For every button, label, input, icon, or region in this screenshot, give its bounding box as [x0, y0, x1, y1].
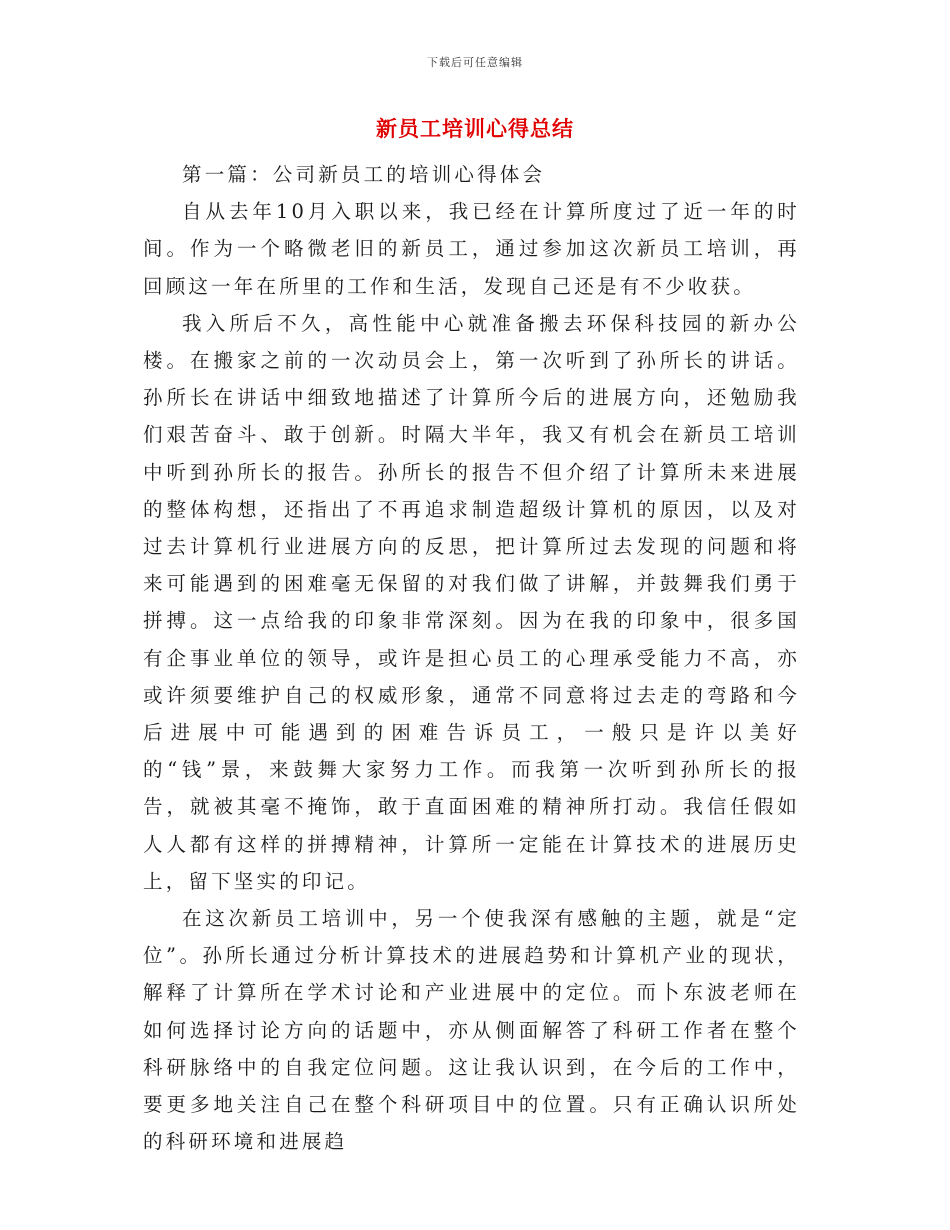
body-paragraph: 自从去年10月入职以来，我已经在计算所度过了近一年的时间。作为一个略微老旧的新员工，通过参加这次新员工培训，再回顾这一年在所里的工作和生活，发现自己还是有不少收获。 [143, 200, 800, 298]
document-body [143, 156, 800, 1160]
section-heading: 第一篇：公司新员工的培训心得体会 [182, 163, 546, 186]
body-paragraph: 在这次新员工培训中，另一个使我深有感触的主题，就是“定位”。孙所长通过分析计算技术的进展趋势和计算机产业的现状，解释了计算所在学术讨论和产业进展中的定位。而卜东波老师在如何选择讨论方向的话题中，亦从侧面解答了科研工作者在整个科研脉络中的自我定位问题。这让我认识到，在今后的工作中，要更多地关注自己在整个科研项目中的位置。只有正确认识所处的科研环境和进展趋 [143, 907, 800, 1154]
page-header: 下载后可任意编辑 [427, 56, 523, 69]
document-title: 新员工培训心得总结 [376, 116, 574, 141]
body-paragraph: 我入所后不久，高性能中心就准备搬去环保科技园的新办公楼。在搬家之前的一次动员会上，第一次听到了孙所长的讲话。孙所长在讲话中细致地描述了计算所今后的进展方向，还勉励我们艰苦奋斗、敢于创新。时隔大半年，我又有机会在新员工培训中听到孙所长的报告。孙所长的报告不但介绍了计算所未来进展的整体构想，还指出了不再追求制造超级计算机的原因，以及对过去计算机行业进展方向的反思，把计算所过去发现的问题和将来可能遇到的困难毫无保留的对我们做了讲解，并鼓舞我们勇于拼搏。这一点给我的印象非常深刻。因为在我的印象中，很多国有企事业单位的领导，或许是担心员工的心理承受能力不高，亦或许须要维护自己的权威形象，通常不同意将过去走的弯路和今后进展中可能遇到的困难告诉员工，一般只是许以美好的“钱”景，来鼓舞大家努力工作。而我第一次听到孙所长的报告，就被其毫不掩饰，敢于直面困难的精神所打动。我信任假如人人都有这样的拼搏精神，计算所一定能在计算技术的进展历史上，留下坚实的印记。 [143, 311, 800, 893]
